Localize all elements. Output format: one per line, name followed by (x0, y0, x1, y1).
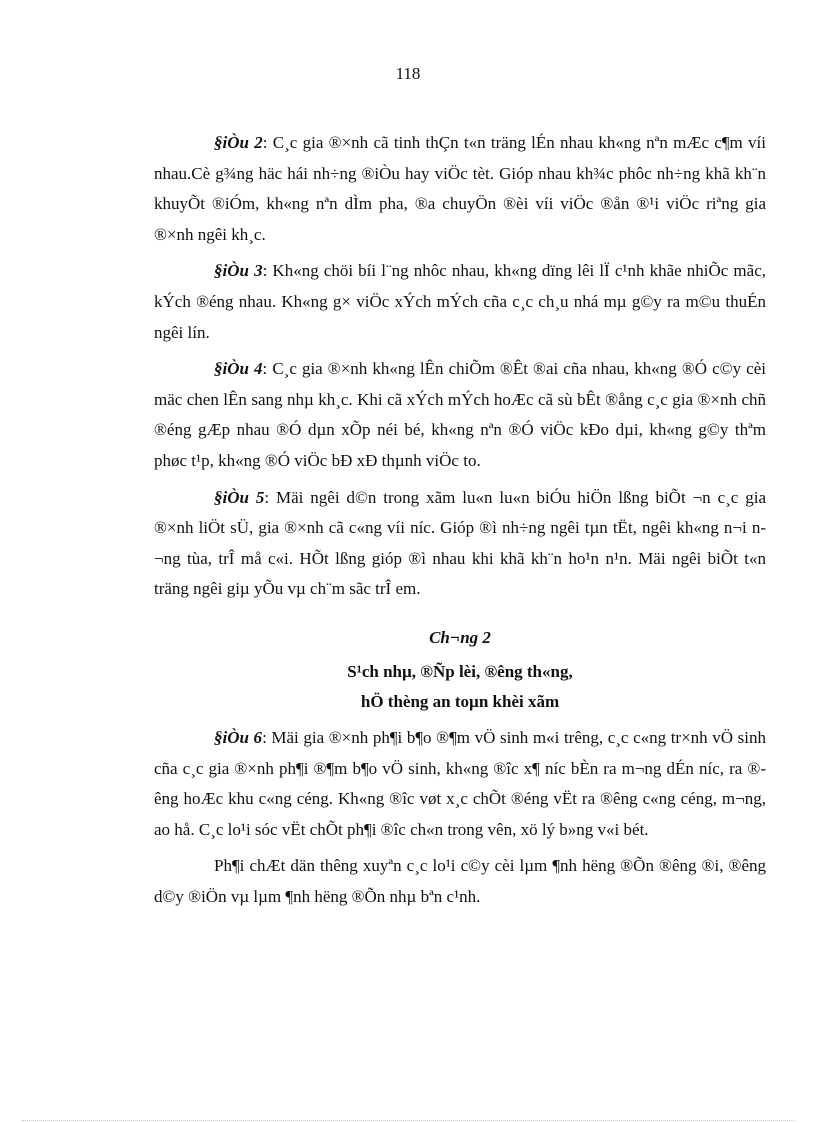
chapter-title: Ch¬ng 2 (429, 627, 491, 647)
article-paragraph (154, 723, 766, 845)
page-bottom-rule (22, 1120, 794, 1121)
article-text: : Mäi ngêi d©n trong xãm lu«n lu«n biÓu hiÖn lßng biÕt ¬n c¸c gia ®×nh liÖt sÜ, gia ®×nh cã c«ng víi níc. Gióp ®ì nh÷ng ngêi tµn tËt, ngêi kh«ng n¬i n¬ng tùa, trÎ må c«i. HÕt lßng gióp ®ì nhau khi khã kh¨n ho¹n n¹n. Mäi ngêi biÕt t«n träng ngêi giµ yÕu vµ ch¨m sãc trÎ em. (154, 487, 766, 599)
article-label: §iÒu 6 (214, 727, 263, 747)
chapter-subtitle-line-2: hÖ thèng an toµn khèi xãm (360, 691, 560, 711)
closing-paragraph: Ph¶i chÆt dän thêng xuyªn c¸c lo¹i c©y cèi lµm ¶nh hëng ®Õn ®êng ®i, ®êng d©y ®iÖn vµ lµm ¶nh hëng ®Õn nhµ bªn c¹nh. (154, 856, 766, 906)
article-label: §iÒu 4 (214, 359, 263, 379)
article-text: : Kh«ng chöi bíi l¨ng nhôc nhau, kh«ng dïng lêi lÏ c¹nh khãe nhiÕc mãc, kÝch ®éng nhau. Kh«ng g× viÖc xÝch mÝch cña c¸c ch¸u nhá mµ g©y ra m©u thuÉn ngêi lín. (154, 261, 766, 342)
article-paragraph (154, 128, 766, 250)
page-number: 118 (395, 64, 421, 83)
article-text: : Mäi gia ®×nh ph¶i b¶o ®¶m vÖ sinh m«i trêng, c¸c c«ng tr×nh vÖ sinh cña c¸c gia ®×nh ph¶i ®¶m b¶o vÖ sinh, kh«ng ®îc x¶ níc bÈn ra m¬ng dÉn níc, ra ®êng hoÆc khu c«ng céng. Kh«ng ®îc vøt x¸c chÕt ®éng vËt ra ®êng c«ng céng, m¬ng, ao hå. C¸c lo¹i sóc vËt chÕt ph¶i ®îc ch«n trong vên, xö lý b»ng v«i bét. (154, 727, 766, 839)
article-paragraph (154, 354, 766, 476)
chapter-subtitle-line-1: S¹ch nhµ, ®Ñp lèi, ®êng th«ng, (347, 661, 573, 681)
document-body (154, 128, 766, 918)
article-label: §iÒu 5 (214, 487, 265, 507)
article-text: : C¸c gia ®×nh cã tinh thÇn t«n träng lÉn nhau kh«ng nªn mÆc c¶m víi nhau.Cè g¾ng häc hái nh÷ng ®iÒu hay viÖc tèt. Gióp nhau kh¾c phôc nh÷ng khã kh¨n khuyÕt ®iÓm, kh«ng nªn dÌm pha, ®a chuyÖn ®èi víi viÖc ®ån ®¹i viÖc riªng gia ®×nh ngêi kh¸c. (154, 133, 766, 244)
article-paragraph (154, 256, 766, 348)
article-label: §iÒu 2 (214, 133, 263, 152)
article-paragraph (154, 483, 766, 605)
article-text: : C¸c gia ®×nh kh«ng lÊn chiÕm ®Êt ®ai cña nhau, kh«ng ®Ó c©y cèi mäc chen lÊn sang nhµ kh¸c. Khi cã xÝch mÝch hoÆc cã sù bÊt ®ång c¸c gia ®×nh chñ ®éng gÆp nhau ®Ó dµn xÕp néi bé, kh«ng nªn ®Ó viÖc kÐo dµi, kh«ng g©y thªm phøc t¹p, kh«ng ®Ó viÖc bÐ xÐ thµnh viÖc to. (154, 359, 766, 470)
article-label: §iÒu 3 (214, 261, 263, 281)
